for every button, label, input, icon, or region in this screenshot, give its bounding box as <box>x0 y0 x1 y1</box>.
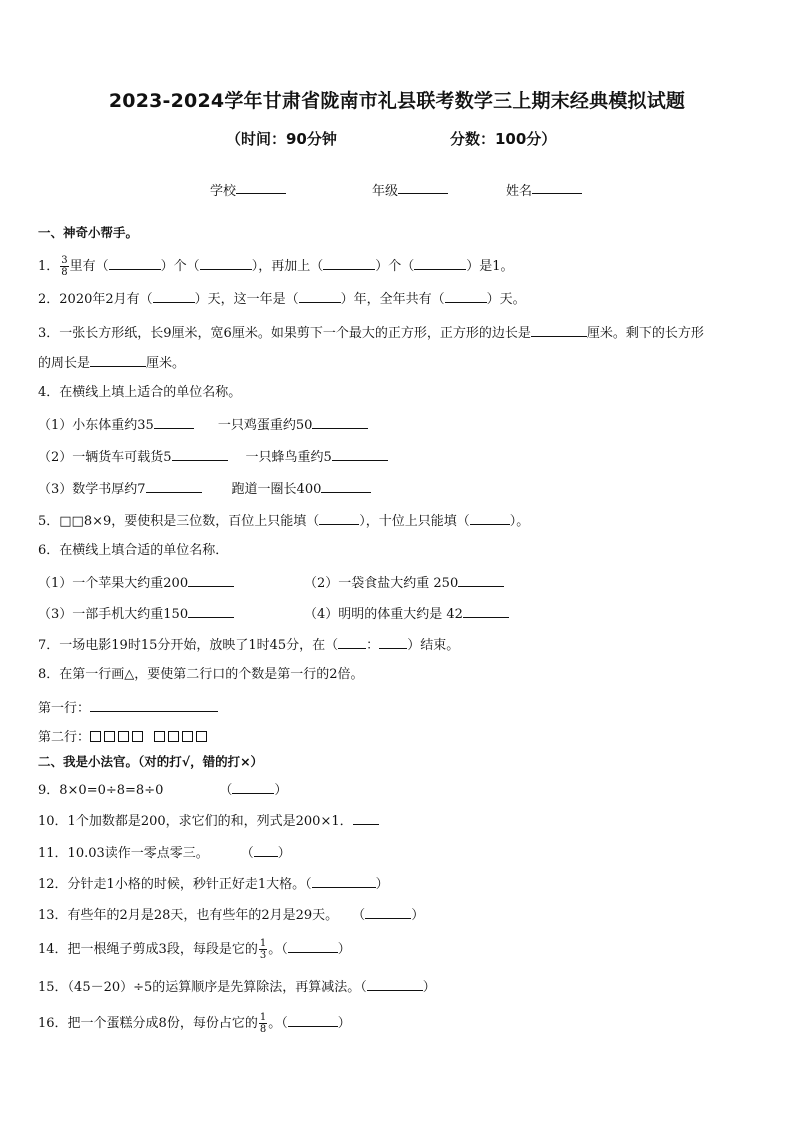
question-4-row-1: （1）小东体重约35 一只鸡蛋重约50 <box>38 415 368 435</box>
fraction-1-8: $\frac{1}{8}$ <box>259 1012 267 1035</box>
question-9: 9．8×0=0÷8=8÷0 （ ） <box>38 780 287 800</box>
name-field[interactable]: 姓名 <box>506 180 532 199</box>
square-icon <box>196 731 207 742</box>
square-icon <box>90 731 101 742</box>
answer-blank[interactable] <box>288 939 338 953</box>
question-14: 14．把一根绳子剪成3段，每段是它的 $\frac{1}{3}$ 。（ ） <box>38 938 351 961</box>
answer-blank[interactable] <box>90 353 146 367</box>
answer-blank[interactable] <box>188 604 234 618</box>
square-icon <box>168 731 179 742</box>
answer-blank[interactable] <box>379 635 407 649</box>
question-4-row-2: （2）一辆货车可载货5 一只蜂鸟重约5 <box>38 447 388 467</box>
question-4-row-3: （3）数学书厚约7 跑道一圈长400 <box>38 479 371 499</box>
answer-blank[interactable] <box>312 874 376 888</box>
answer-blank[interactable] <box>188 573 234 587</box>
answer-blank[interactable] <box>254 843 278 857</box>
question-16: 16．把一个蛋糕分成8份，每份占它的 $\frac{1}{8}$ 。（ ） <box>38 1012 351 1035</box>
question-6-row-1: （1）一个苹果大约重200 （2）一袋食盐大约重 250 <box>38 573 504 593</box>
square-icon <box>154 731 165 742</box>
answer-blank[interactable] <box>319 511 359 525</box>
question-11: 11．10.03读作一零点零三。 （ ） <box>38 843 291 863</box>
question-15: 15．（45－20）÷5的运算顺序是先算除法，再算减法。（ ） <box>38 977 436 997</box>
answer-blank[interactable] <box>365 905 411 919</box>
drawing-line[interactable] <box>90 698 218 712</box>
answer-blank[interactable] <box>200 256 252 270</box>
answer-blank[interactable] <box>332 447 388 461</box>
square-icon <box>118 731 129 742</box>
answer-blank[interactable] <box>338 635 366 649</box>
answer-blank[interactable] <box>414 256 466 270</box>
answer-blank[interactable] <box>146 479 202 493</box>
section-2-heading: 二、我是小法官。（对的打√，错的打×） <box>38 754 264 769</box>
question-7: 7．一场电影19时15分开始，放映了1时45分，在（ ： ）结束。 <box>38 635 459 655</box>
student-info <box>0 180 794 200</box>
question-2: 2．2020年2月有（ ）天，这一年是（ ）年，全年共有（ ）天。 <box>38 289 526 309</box>
answer-blank[interactable] <box>445 289 487 303</box>
section-1-heading: 一、神奇小帮手。 <box>38 225 139 240</box>
answer-blank[interactable] <box>323 256 375 270</box>
question-8-row-2: 第二行： <box>38 729 210 747</box>
grade-field[interactable]: 年级 <box>372 180 398 199</box>
answer-blank[interactable] <box>470 511 510 525</box>
answer-blank[interactable] <box>458 573 504 587</box>
page-title: 2023-2024学年甘肃省陇南市礼县联考数学三上期末经典模拟试题 <box>108 90 686 112</box>
square-icon <box>104 731 115 742</box>
answer-blank[interactable] <box>321 479 371 493</box>
answer-blank[interactable] <box>531 323 587 337</box>
question-12: 12．分针走1小格的时候，秒针正好走1大格。（ ） <box>38 874 389 894</box>
score-label: 分数：100分） <box>450 130 557 148</box>
school-field[interactable]: 学校 <box>210 180 236 199</box>
answer-blank[interactable] <box>288 1013 338 1027</box>
fraction-1-3: $\frac{1}{3}$ <box>259 938 267 961</box>
answer-blank[interactable] <box>154 415 194 429</box>
question-3-cont: 的周长是 厘米。 <box>38 353 185 373</box>
question-8-row-1: 第一行： <box>38 698 218 718</box>
answer-blank[interactable] <box>353 811 379 825</box>
question-1: 1． $\frac{3}{8}$ 里有（ ）个（ ），再加上（ ）个（ ）是1。 <box>38 255 514 278</box>
time-label: （时间：90分钟 <box>226 130 337 148</box>
question-8-title: 8．在第一行画△，要使第二行口的个数是第一行的2倍。 <box>38 667 364 682</box>
answer-blank[interactable] <box>367 977 423 991</box>
question-3: 3．一张长方形纸，长9厘米，宽6厘米。如果剪下一个最大的正方形，正方形的边长是 厘米。剩下的长方形 <box>38 323 704 343</box>
question-6-title: 6．在横线上填合适的单位名称． <box>38 543 229 558</box>
square-icon <box>182 731 193 742</box>
answer-blank[interactable] <box>299 289 341 303</box>
answer-blank[interactable] <box>172 447 228 461</box>
answer-blank[interactable] <box>463 604 509 618</box>
answer-blank[interactable] <box>109 256 161 270</box>
square-icon <box>132 731 143 742</box>
fraction-3-8: $\frac{3}{8}$ <box>61 255 68 278</box>
answer-blank[interactable] <box>232 780 274 794</box>
exam-meta <box>0 128 794 150</box>
question-6-row-2: （3）一部手机大约重150 （4）明明的体重大约是 42 <box>38 604 509 624</box>
answer-blank[interactable] <box>153 289 195 303</box>
question-10: 10．1个加数都是200，求它们的和，列式是200×1． <box>38 811 379 831</box>
question-13: 13．有些年的2月是28天，也有些年的2月是29天。 （ ） <box>38 905 424 925</box>
question-4-title: 4．在横线上填上适合的单位名称。 <box>38 385 242 400</box>
question-5: 5．□□8×9，要使积是三位数，百位上只能填（ ），十位上只能填（ ）。 <box>38 511 529 531</box>
answer-blank[interactable] <box>312 415 368 429</box>
